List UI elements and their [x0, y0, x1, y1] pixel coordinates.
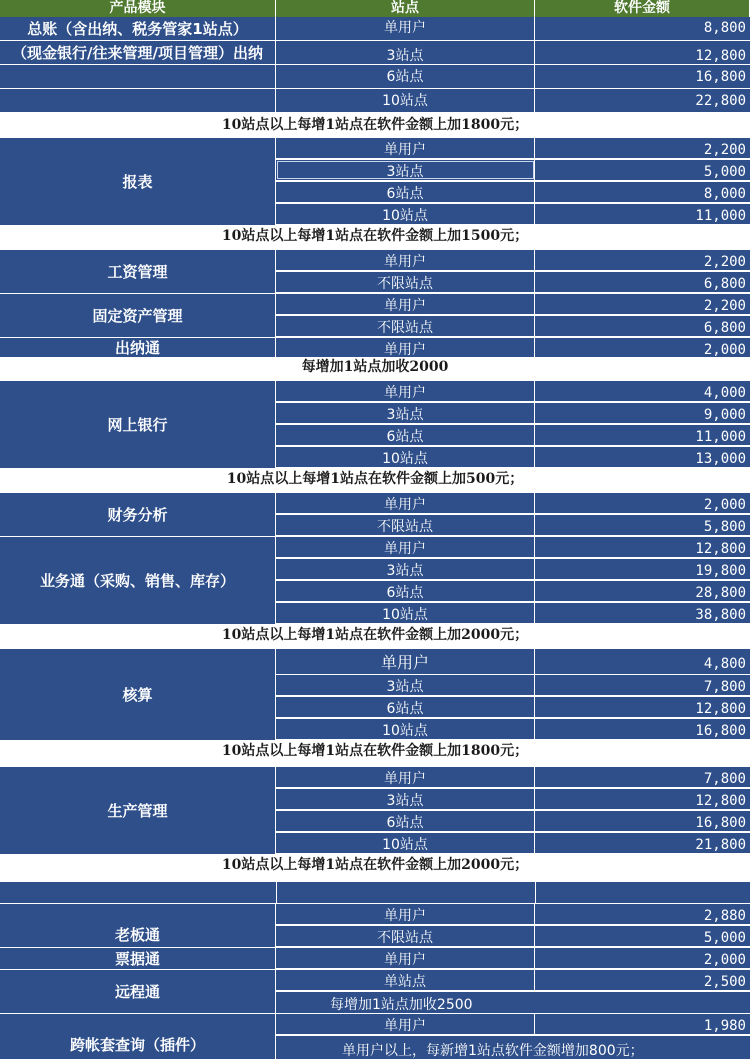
price-cell: 1,980 [703, 1018, 746, 1034]
price-cell: 7,800 [703, 679, 746, 695]
remote-note [276, 992, 750, 1014]
sites-cell: 单用户 [276, 493, 535, 513]
price-row[interactable] [276, 649, 750, 675]
sites-cell: 10站点 [276, 204, 535, 224]
price-cell: 9,000 [703, 407, 746, 423]
sites-cell: 单用户 [276, 948, 535, 968]
module-accounting: 核算 [0, 649, 276, 741]
sites-cell: 单用户 [276, 250, 535, 270]
price-row[interactable] [276, 182, 750, 203]
price-cell: 6,800 [703, 276, 746, 292]
sites-cell: 6站点 [276, 425, 535, 445]
module-cashier-line: （现金银行/往来管理/项目管理）出纳 [0, 41, 276, 65]
price-row[interactable] [276, 204, 750, 225]
price-cell: 12,800 [695, 701, 746, 717]
sites-cell: 3站点 [276, 403, 535, 423]
price-row[interactable] [276, 537, 750, 558]
sites-cell: 10站点 [276, 447, 535, 467]
sites-cell: 单用户 [276, 767, 535, 787]
sites-cell: 6站点 [276, 65, 535, 88]
header-sites: 站点 [276, 0, 535, 17]
price-cell: 12,800 [695, 541, 746, 557]
price-row[interactable] [276, 789, 750, 810]
pricing-note: 10站点以上每增1站点在软件金额上加1500元； [0, 226, 750, 246]
module-online-banking: 网上银行 [0, 381, 276, 469]
sites-cell: 6站点 [276, 581, 535, 601]
price-cell: 2,000 [703, 342, 746, 358]
sites-cell: 3站点 [276, 789, 535, 809]
price-row[interactable] [276, 425, 750, 446]
module-report: 报表 [0, 138, 276, 226]
divider [535, 882, 536, 904]
sites-cell: 单用户 [276, 381, 535, 401]
price-row[interactable] [276, 65, 750, 89]
price-cell: 16,800 [695, 723, 746, 739]
module-financial-analysis: 财务分析 [0, 493, 276, 537]
price-cell: 22,800 [695, 93, 746, 109]
sites-cell: 不限站点 [276, 316, 535, 336]
sites-cell: 10站点 [276, 833, 535, 853]
price-row[interactable] [276, 559, 750, 580]
price-row[interactable] [276, 515, 750, 536]
price-cell: 5,800 [703, 519, 746, 535]
price-cell: 2,000 [703, 497, 746, 513]
price-cell: 2,880 [703, 908, 746, 924]
module-cashier: 出纳通 [0, 338, 276, 358]
price-row[interactable] [276, 493, 750, 514]
pricing-note: 10站点以上每增1站点在软件金额上加2000元； [0, 855, 750, 875]
price-row[interactable] [276, 926, 750, 947]
module-boss: 老板通 [0, 904, 276, 948]
sites-cell: 3站点 [276, 41, 535, 64]
price-row[interactable] [276, 403, 750, 424]
sites-cell: 单用户 [276, 17, 535, 40]
module-blank [0, 65, 276, 89]
price-row[interactable] [276, 697, 750, 718]
module-blank [0, 89, 276, 113]
price-cell: 2,200 [703, 254, 746, 270]
price-row[interactable] [276, 338, 750, 358]
sites-cell: 不限站点 [276, 515, 535, 535]
sites-cell: 不限站点 [276, 926, 535, 946]
price-row[interactable] [276, 381, 750, 402]
price-row[interactable] [276, 250, 750, 271]
price-row[interactable] [276, 41, 750, 65]
price-row[interactable] [276, 138, 750, 159]
price-row[interactable] [276, 948, 750, 969]
price-cell: 6,800 [703, 320, 746, 336]
header-module: 产品模块 [0, 0, 276, 17]
sites-cell: 单用户 [276, 904, 535, 924]
price-row[interactable] [276, 17, 750, 41]
sites-cell: 6站点 [276, 182, 535, 202]
price-cell: 38,800 [695, 607, 746, 623]
price-cell: 28,800 [695, 585, 746, 601]
sites-cell: 6站点 [276, 811, 535, 831]
price-cell: 4,800 [703, 656, 746, 672]
price-cell: 19,800 [695, 563, 746, 579]
price-row[interactable] [276, 316, 750, 337]
sites-cell: 3站点 [276, 160, 535, 180]
price-row[interactable] [276, 272, 750, 293]
price-cell: 12,800 [695, 793, 746, 809]
price-cell: 7,800 [703, 771, 746, 787]
price-cell: 2,200 [703, 298, 746, 314]
price-cell: 8,000 [703, 186, 746, 202]
sites-cell: 6站点 [276, 697, 535, 717]
price-cell: 5,000 [703, 164, 746, 180]
price-cell: 12,800 [695, 48, 746, 64]
sites-cell: 单用户 [276, 138, 535, 158]
price-cell: 2,000 [703, 952, 746, 968]
sites-cell: 单站点 [276, 970, 535, 990]
price-cell: 13,000 [695, 451, 746, 467]
price-cell: 2,500 [703, 974, 746, 990]
sites-cell: 单用户 [276, 649, 535, 674]
price-cell: 16,800 [695, 815, 746, 831]
pricing-note: 10站点以上每增1站点在软件金额上加500元； [0, 469, 750, 489]
module-production: 生产管理 [0, 767, 276, 855]
module-salary: 工资管理 [0, 250, 276, 294]
price-cell: 16,800 [695, 69, 746, 85]
sites-cell: 单用户 [276, 338, 535, 358]
sites-cell: 3站点 [276, 675, 535, 695]
price-row[interactable] [276, 719, 750, 740]
blank-band [0, 882, 750, 904]
price-row[interactable] [276, 160, 750, 181]
price-row[interactable] [276, 970, 750, 991]
cross-note [276, 1036, 750, 1060]
sites-cell: 3站点 [276, 559, 535, 579]
sites-cell: 单用户 [276, 294, 535, 314]
price-row[interactable] [276, 811, 750, 832]
pricing-note: 10站点以上每增1站点在软件金额上加2000元； [0, 625, 750, 645]
price-cell: 5,000 [703, 930, 746, 946]
price-row[interactable] [276, 89, 750, 113]
sites-cell: 10站点 [276, 719, 535, 739]
cross-note-text: 单用户以上，每新增1站点软件金额增加800元； [342, 1043, 644, 1059]
header-price: 软件金额 [535, 0, 750, 17]
divider [276, 882, 277, 904]
price-cell: 4,000 [703, 385, 746, 401]
pricing-note: 10站点以上每增1站点在软件金额上加1800元； [0, 114, 750, 136]
price-cell: 11,000 [695, 429, 746, 445]
remote-note-text: 每增加1站点加收2500 [330, 997, 473, 1013]
module-remote: 远程通 [0, 970, 276, 1014]
price-row[interactable] [276, 904, 750, 925]
price-cell: 2,200 [703, 142, 746, 158]
price-cell: 21,800 [695, 837, 746, 853]
price-row[interactable] [276, 603, 750, 624]
pricing-note: 每增加1站点加收2000 [0, 358, 750, 376]
price-row[interactable] [276, 1014, 750, 1035]
module-invoice: 票据通 [0, 948, 276, 970]
sites-cell: 单用户 [276, 537, 535, 557]
sites-cell: 10站点 [276, 89, 535, 112]
sites-cell: 10站点 [276, 603, 535, 623]
module-cross-ledger: 跨帐套查询（插件） [0, 1014, 276, 1060]
module-business: 业务通（采购、销售、库存） [0, 537, 276, 625]
sites-cell: 不限站点 [276, 272, 535, 292]
price-row[interactable] [276, 294, 750, 315]
module-fixed-assets: 固定资产管理 [0, 294, 276, 338]
price-row[interactable] [276, 833, 750, 854]
price-cell: 8,800 [703, 20, 746, 36]
sites-cell: 单用户 [276, 1014, 535, 1034]
price-cell: 11,000 [695, 208, 746, 224]
price-row[interactable] [276, 767, 750, 788]
pricing-note: 10站点以上每增1站点在软件金额上加1800元； [0, 741, 750, 761]
price-row[interactable] [276, 447, 750, 468]
price-row[interactable] [276, 675, 750, 696]
module-general-ledger: 总账（含出纳、税务管家1站点） [0, 17, 276, 41]
price-row[interactable] [276, 581, 750, 602]
